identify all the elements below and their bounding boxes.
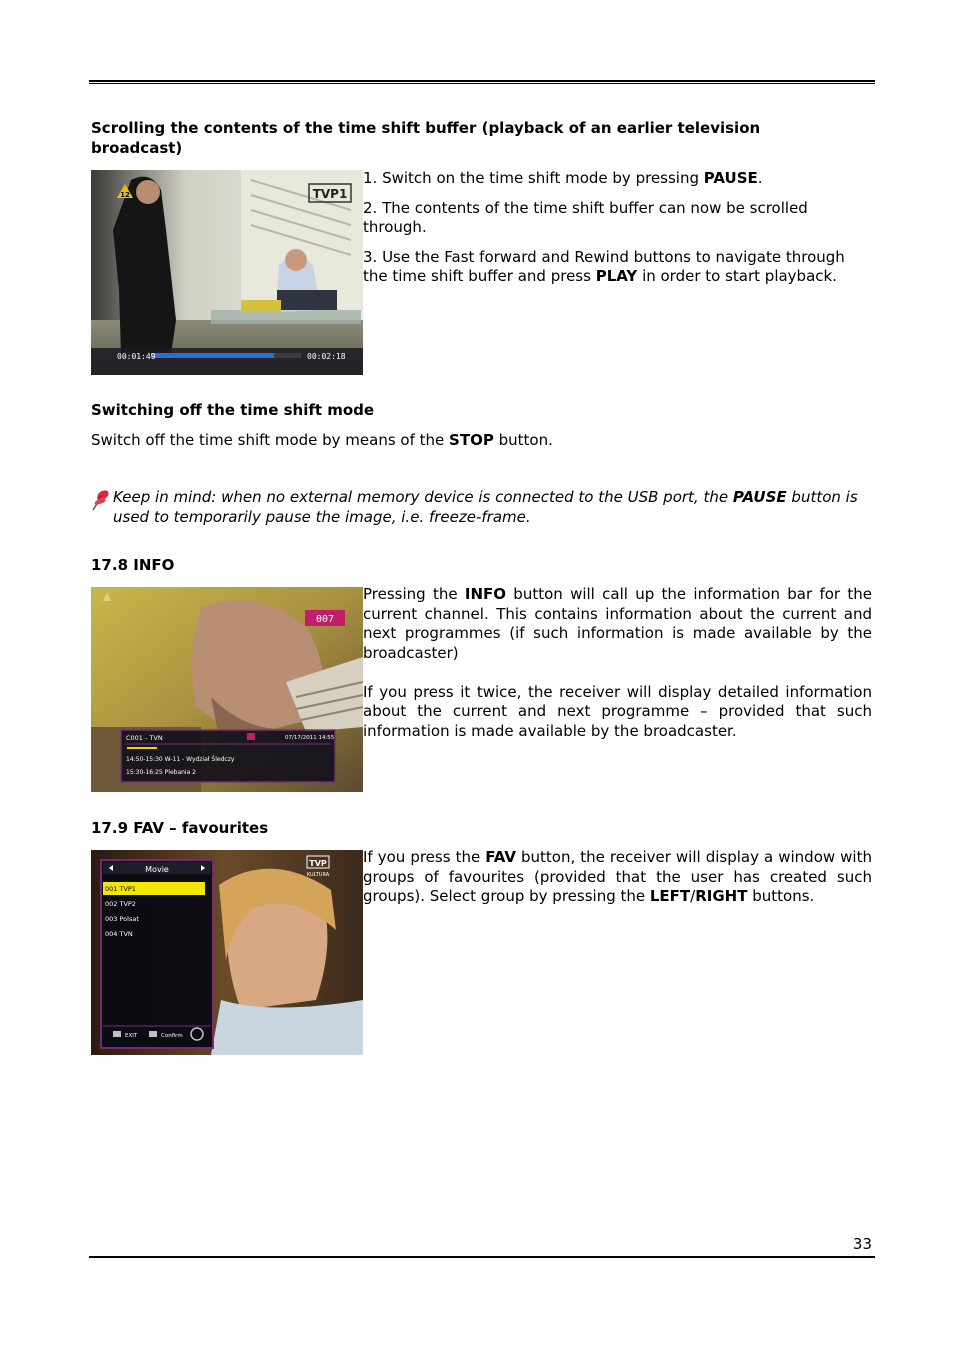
step-3-end: in order to start playback. [637, 267, 837, 285]
fav-p-middle: button, the receiver will display a window with groups of favourites (provided that the user has created such groups). Select group by pressing the [363, 848, 872, 905]
exit-button-icon [113, 1031, 121, 1037]
fav-key: FAV [485, 848, 516, 866]
info-heading [91, 556, 174, 576]
time-elapsed: 00:01:49 [117, 352, 156, 361]
step-1 [363, 169, 872, 189]
timeshift-screenshot [91, 170, 363, 375]
section-heading: Switching off the time shift mode [91, 401, 375, 419]
step-3 [363, 248, 872, 287]
timeshift-off-section [91, 401, 871, 450]
info-programme-now: 14:50-15:30 W-11 - Wydział Śledczy [126, 756, 235, 763]
timeshift-off-text-end: button. [493, 430, 553, 449]
fav-group-title: Movie [145, 865, 169, 874]
fav-channel-2[interactable]: 002 TVP2 [105, 900, 136, 908]
fav-screenshot [91, 850, 363, 1055]
pause-key-note: PAUSE [732, 488, 787, 506]
step-1-end: . [757, 169, 763, 187]
timeshift-steps [363, 169, 872, 297]
timeshift-scroll-heading [91, 119, 851, 158]
timeshift-progress-fill [151, 353, 274, 358]
fav-text [363, 848, 872, 917]
right-key: RIGHT [695, 887, 748, 905]
info-text [363, 585, 872, 751]
page-number: 33 [852, 1235, 872, 1253]
info-programme-next: 15:30-16:25 Plebania 2 [126, 769, 196, 776]
fav-footer-exit: EXIT [125, 1033, 138, 1039]
step-2: 2. The contents of the time shift buffer can now be scrolled through. [363, 198, 808, 236]
left-key: LEFT [649, 887, 691, 905]
section-heading: 17.9 FAV – favourites [91, 819, 269, 837]
info-key: INFO [464, 585, 507, 603]
fav-channel-4[interactable]: 004 TVN [105, 930, 133, 938]
fav-paragraph [363, 848, 872, 907]
stop-key: STOP [449, 430, 494, 449]
ok-button-icon [149, 1031, 157, 1037]
info-p1-end: button will call up the information bar for the current channel. This contains information about the current and next programmes (if such information is made available by the broadcaster) [363, 585, 872, 662]
pause-key: PAUSE [703, 169, 758, 187]
step-3-text: 3. Use the Fast forward and Rewind buttons to navigate through the time shift buffer and press [363, 247, 845, 285]
fav-channel-3[interactable]: 003 Polsat [105, 915, 139, 923]
channel-logo: TVP1 [312, 187, 348, 201]
section-heading: Scrolling the contents of the time shift buffer (playback of an earlier television broadcast) [91, 119, 761, 157]
info-paragraph-1 [363, 585, 872, 663]
step-1-text: 1. Switch on the time shift mode by pressing [363, 169, 704, 187]
pushpin-icon [91, 488, 113, 512]
section-heading: 17.8 INFO [91, 556, 175, 574]
play-key: PLAY [595, 267, 638, 285]
timeshift-off-text-start: Switch off the time shift mode by means of the [91, 430, 450, 449]
fav-heading [91, 819, 268, 839]
info-screenshot [91, 587, 363, 792]
info-paragraph-2: If you press it twice, the receiver will display detailed information about the current and next programme – provided that such information is made available by the broadcaster. [363, 682, 872, 740]
note-text [91, 488, 881, 527]
logo-bottom: KULTURA [306, 872, 330, 878]
fav-p-end: buttons. [747, 887, 815, 905]
note-text-start: Keep in mind: when no external memory device is connected to the USB port, the [113, 488, 733, 506]
fav-footer-confirm: Confirm [161, 1033, 183, 1039]
note-block [91, 488, 881, 527]
fav-channel-1[interactable]: 001 TVP1 [105, 885, 136, 893]
channel-number: 007 [315, 614, 335, 625]
fav-p-start: If you press the [363, 848, 486, 866]
timeshift-scene-image [91, 170, 363, 375]
age-badge: 12 [120, 191, 130, 199]
fav-p-slash: / [690, 887, 696, 905]
info-date-time: 07/17/2011 14:55 [285, 735, 335, 741]
time-total: 00:02:18 [307, 352, 346, 361]
fav-scene-image [91, 850, 363, 1055]
info-channel-name: C001 - TVN [126, 734, 163, 742]
header-rule [89, 80, 875, 84]
timeshift-off-text [91, 431, 871, 451]
info-p1-start: Pressing the [363, 585, 465, 603]
note-text-end: button is used to temporarily pause the image, i.e. freeze-frame. [113, 488, 858, 526]
info-scene-image [91, 587, 363, 792]
footer-rule [89, 1256, 875, 1258]
logo-top: TVP [309, 859, 327, 868]
